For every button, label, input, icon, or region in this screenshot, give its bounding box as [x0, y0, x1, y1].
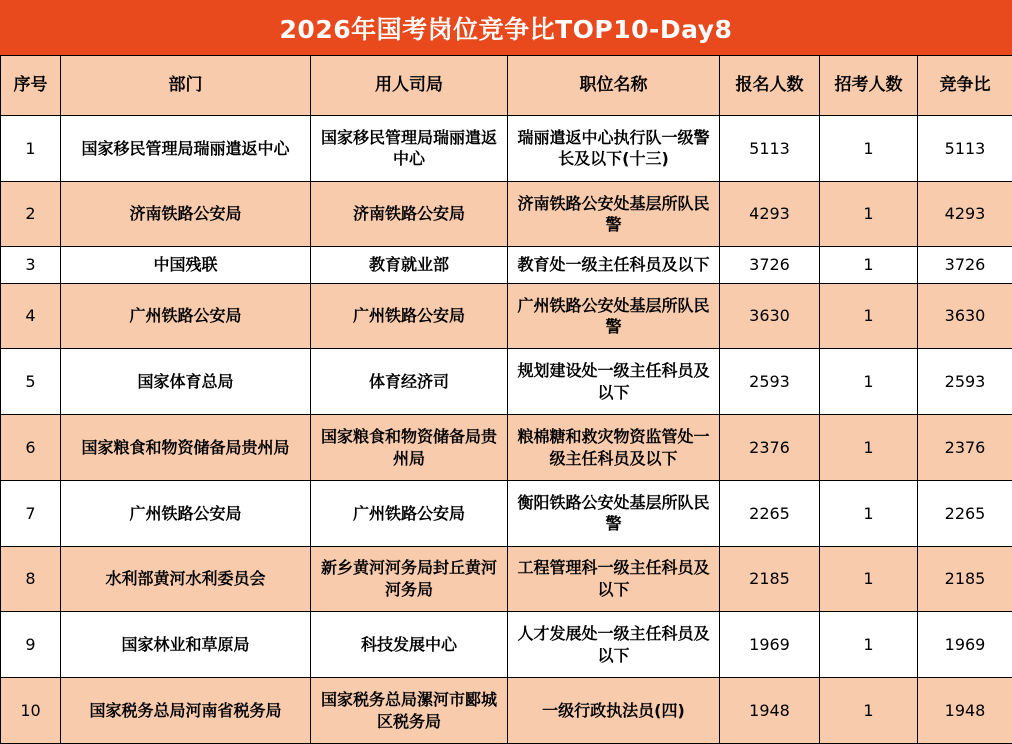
cell-applicants: 1969 [720, 612, 820, 678]
cell-recruits: 1 [820, 546, 918, 612]
column-header-ratio: 竞争比 [918, 56, 1012, 116]
competition-table [0, 55, 1012, 744]
table-row [1, 612, 1012, 678]
cell-department: 济南铁路公安局 [61, 181, 311, 247]
column-header-department: 部门 [61, 56, 311, 116]
cell-rank: 6 [1, 415, 61, 481]
cell-bureau: 济南铁路公安局 [311, 181, 508, 247]
cell-bureau: 科技发展中心 [311, 612, 508, 678]
cell-position: 济南铁路公安处基层所队民警 [508, 181, 720, 247]
cell-applicants: 2185 [720, 546, 820, 612]
table-row [1, 181, 1012, 247]
table-row [1, 283, 1012, 349]
table-body [1, 116, 1012, 744]
cell-bureau: 广州铁路公安局 [311, 480, 508, 546]
cell-bureau: 新乡黄河河务局封丘黄河河务局 [311, 546, 508, 612]
cell-rank: 8 [1, 546, 61, 612]
table-row [1, 247, 1012, 283]
cell-ratio: 2265 [918, 480, 1012, 546]
cell-ratio: 2376 [918, 415, 1012, 481]
cell-position: 工程管理科一级主任科员及以下 [508, 546, 720, 612]
cell-position: 教育处一级主任科员及以下 [508, 247, 720, 283]
table-row [1, 349, 1012, 415]
cell-rank: 10 [1, 678, 61, 744]
cell-department: 国家体育总局 [61, 349, 311, 415]
cell-rank: 2 [1, 181, 61, 247]
cell-department: 国家税务总局河南省税务局 [61, 678, 311, 744]
cell-bureau: 国家税务总局漯河市郾城区税务局 [311, 678, 508, 744]
page-title: 2026年国考岗位竞争比TOP10-Day8 [0, 0, 1012, 55]
cell-ratio: 2593 [918, 349, 1012, 415]
cell-position: 规划建设处一级主任科员及以下 [508, 349, 720, 415]
table-row [1, 415, 1012, 481]
cell-recruits: 1 [820, 283, 918, 349]
cell-position: 人才发展处一级主任科员及以下 [508, 612, 720, 678]
table-row [1, 546, 1012, 612]
cell-bureau: 体育经济司 [311, 349, 508, 415]
cell-position: 衡阳铁路公安处基层所队民警 [508, 480, 720, 546]
cell-applicants: 4293 [720, 181, 820, 247]
table-header-row [1, 56, 1012, 116]
cell-position: 粮棉糖和救灾物资监管处一级主任科员及以下 [508, 415, 720, 481]
cell-position: 瑞丽遣返中心执行队一级警长及以下(十三) [508, 116, 720, 182]
cell-rank: 7 [1, 480, 61, 546]
cell-rank: 1 [1, 116, 61, 182]
cell-ratio: 1969 [918, 612, 1012, 678]
cell-ratio: 3726 [918, 247, 1012, 283]
cell-applicants: 3726 [720, 247, 820, 283]
cell-department: 广州铁路公安局 [61, 480, 311, 546]
cell-bureau: 国家移民管理局瑞丽遣返中心 [311, 116, 508, 182]
cell-department: 水利部黄河水利委员会 [61, 546, 311, 612]
cell-rank: 3 [1, 247, 61, 283]
cell-department: 广州铁路公安局 [61, 283, 311, 349]
cell-ratio: 1948 [918, 678, 1012, 744]
cell-department: 国家林业和草原局 [61, 612, 311, 678]
cell-bureau: 国家粮食和物资储备局贵州局 [311, 415, 508, 481]
cell-recruits: 1 [820, 480, 918, 546]
cell-department: 国家移民管理局瑞丽遣返中心 [61, 116, 311, 182]
cell-ratio: 2185 [918, 546, 1012, 612]
cell-applicants: 3630 [720, 283, 820, 349]
cell-rank: 9 [1, 612, 61, 678]
cell-department: 国家粮食和物资储备局贵州局 [61, 415, 311, 481]
table-row [1, 116, 1012, 182]
column-header-applicants: 报名人数 [720, 56, 820, 116]
column-header-rank: 序号 [1, 56, 61, 116]
cell-recruits: 1 [820, 678, 918, 744]
cell-applicants: 5113 [720, 116, 820, 182]
cell-recruits: 1 [820, 612, 918, 678]
cell-rank: 5 [1, 349, 61, 415]
cell-ratio: 5113 [918, 116, 1012, 182]
cell-ratio: 3630 [918, 283, 1012, 349]
cell-recruits: 1 [820, 116, 918, 182]
cell-applicants: 1948 [720, 678, 820, 744]
cell-applicants: 2593 [720, 349, 820, 415]
cell-bureau: 广州铁路公安局 [311, 283, 508, 349]
table-row [1, 678, 1012, 744]
column-header-bureau: 用人司局 [311, 56, 508, 116]
cell-bureau: 教育就业部 [311, 247, 508, 283]
cell-position: 广州铁路公安处基层所队民警 [508, 283, 720, 349]
column-header-recruits: 招考人数 [820, 56, 918, 116]
cell-applicants: 2265 [720, 480, 820, 546]
column-header-position: 职位名称 [508, 56, 720, 116]
cell-recruits: 1 [820, 181, 918, 247]
table-row [1, 480, 1012, 546]
cell-department: 中国残联 [61, 247, 311, 283]
cell-position: 一级行政执法员(四) [508, 678, 720, 744]
cell-rank: 4 [1, 283, 61, 349]
cell-recruits: 1 [820, 349, 918, 415]
cell-applicants: 2376 [720, 415, 820, 481]
cell-recruits: 1 [820, 415, 918, 481]
cell-recruits: 1 [820, 247, 918, 283]
cell-ratio: 4293 [918, 181, 1012, 247]
